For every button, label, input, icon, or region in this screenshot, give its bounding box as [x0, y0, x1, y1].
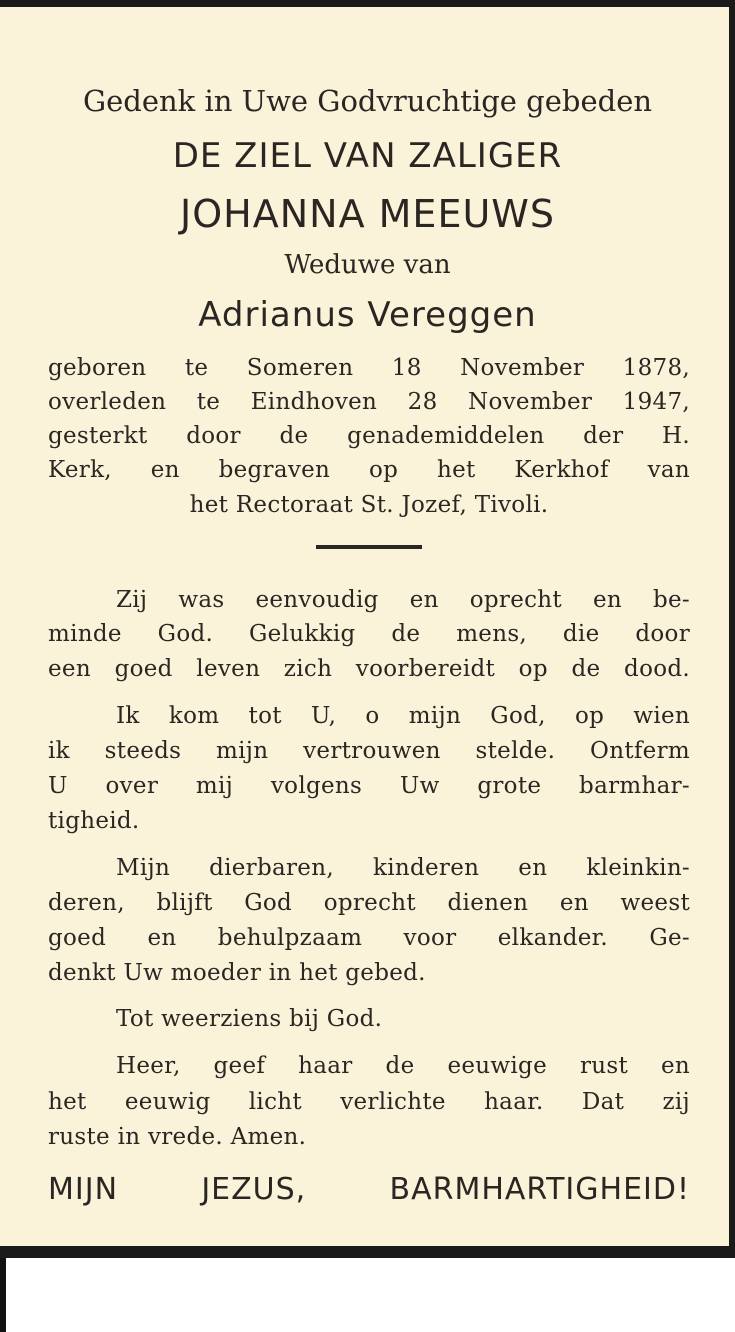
text-line: minde God. Gelukkig de mens, die door [48, 621, 690, 647]
soul-line: DE ZIEL VAN ZALIGER [172, 136, 563, 176]
deceased-name: JOHANNA MEEUWS [180, 192, 555, 236]
text-line: Mijn dierbaren, kinderen en kleinkin- [116, 855, 690, 881]
text-line: een goed leven zich voorbereidt op de dood. [48, 656, 690, 682]
text-line: tigheid. [48, 808, 140, 834]
bio-line: gesterkt door de genademiddelen der H. [48, 423, 690, 449]
blank-strip [0, 1258, 735, 1332]
closing-prayer: MIJN JEZUS, BARMHARTIGHEID! [48, 1172, 690, 1207]
bio-line: geboren te Someren 18 November 1878, [48, 355, 690, 381]
text-line: U over mij volgens Uw grote barmhar- [48, 773, 690, 799]
widow-of-line: Weduwe van [284, 250, 451, 280]
text-line: ik steeds mijn vertrouwen stelde. Ontferm [48, 738, 690, 764]
text-line: Ik kom tot U, o mijn God, op wien [116, 703, 690, 729]
text-line: deren, blijft God oprecht dienen en weest [48, 890, 690, 916]
text-line: Zij was eenvoudig en oprecht en be- [116, 587, 690, 613]
text-line: Heer, geef haar de eeuwige rust en [116, 1053, 690, 1079]
text-line: ruste in vrede. Amen. [48, 1124, 307, 1150]
intro-line: Gedenk in Uwe Godvruchtige gebeden [82, 84, 653, 118]
text-line: het eeuwig licht verlichte haar. Dat zij [48, 1089, 690, 1115]
text-line: goed en behulpzaam voor elkander. Ge- [48, 925, 690, 951]
bio-line: Kerk, en begraven op het Kerkhof van [48, 457, 690, 483]
spouse-name: Adrianus Vereggen [198, 295, 537, 335]
text-line: denkt Uw moeder in het gebed. [48, 960, 426, 986]
text-line: Tot weerziens bij God. [116, 1006, 383, 1032]
bio-line: overleden te Eindhoven 28 November 1947, [48, 389, 690, 415]
bio-line: het Rectoraat St. Jozef, Tivoli. [189, 492, 549, 518]
divider-rule [316, 545, 422, 549]
